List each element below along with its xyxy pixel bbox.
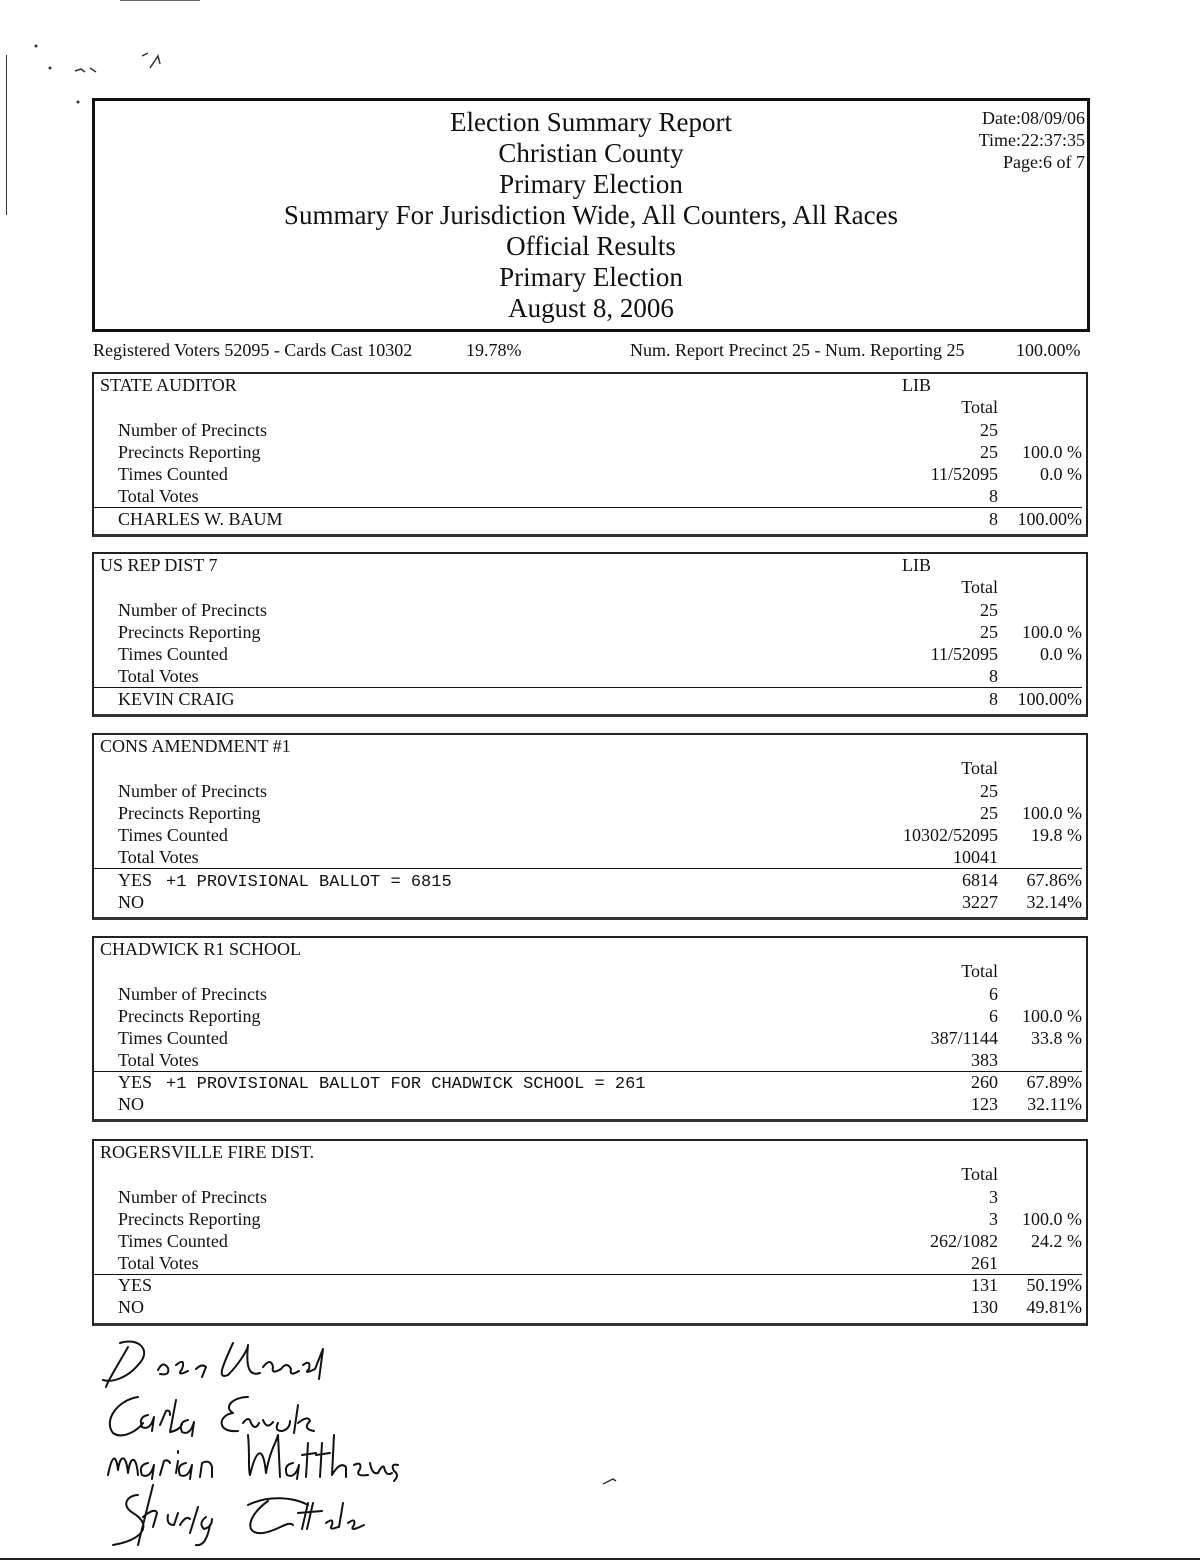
- choice-label: YES: [118, 1072, 153, 1092]
- turnout-percent: 19.78%: [466, 340, 522, 360]
- stat-label: Number of Precincts: [118, 600, 267, 620]
- stat-label: Precincts Reporting: [118, 622, 261, 642]
- precincts-reporting-percent: 100.00%: [1016, 340, 1081, 360]
- stat-percent: 19.8 %: [1031, 825, 1082, 845]
- stat-value: 383: [971, 1050, 998, 1070]
- stat-row: [94, 463, 1086, 485]
- stat-label: Total Votes: [118, 1050, 199, 1070]
- summary-scope: Summary For Jurisdiction Wide, All Counters, All Races: [283, 200, 899, 230]
- precincts-reporting-summary: Num. Report Precinct 25 - Num. Reporting 25: [630, 340, 965, 360]
- total-column-header: Total: [961, 758, 998, 778]
- race-name: CONS AMENDMENT #1: [100, 736, 291, 756]
- stat-row: [94, 643, 1086, 665]
- candidate-name: KEVIN CRAIG: [118, 689, 235, 709]
- stat-label: Number of Precincts: [118, 781, 267, 801]
- stat-value: 6: [989, 984, 998, 1004]
- registered-voters: Registered Voters 52095 - Cards Cast 10302: [93, 340, 413, 360]
- candidate-row: [94, 1071, 1086, 1093]
- total-column-header: Total: [961, 961, 998, 981]
- stat-row: [94, 621, 1086, 643]
- stat-percent: 100.0 %: [1022, 1209, 1082, 1229]
- candidate-row: [94, 891, 1086, 913]
- candidate-votes: 260: [971, 1072, 998, 1092]
- candidate-name: NO: [118, 1297, 144, 1317]
- stat-value: 25: [980, 622, 998, 642]
- stat-label: Precincts Reporting: [118, 1006, 261, 1026]
- candidate-votes: 3227: [962, 892, 998, 912]
- scan-bottom-edge: [0, 1558, 1200, 1560]
- stat-percent: 100.0 %: [1022, 803, 1082, 823]
- stat-value: 11/52095: [930, 644, 998, 664]
- candidate-name: YES: [118, 1275, 153, 1295]
- stat-value: 11/52095: [930, 464, 998, 484]
- candidate-name: NO: [118, 1094, 144, 1114]
- election-name: Primary Election: [499, 169, 683, 199]
- scan-top-edge: [120, 0, 200, 1]
- candidate-votes: 123: [971, 1094, 998, 1114]
- stat-value: 25: [980, 442, 998, 462]
- choice-label: YES: [118, 870, 153, 890]
- stat-value: 387/1144: [930, 1028, 998, 1048]
- stat-label: Precincts Reporting: [118, 442, 261, 462]
- stat-label: Total Votes: [118, 486, 199, 506]
- signature-1: [103, 1342, 323, 1387]
- stat-row: [94, 1252, 1086, 1274]
- stat-percent: 100.0 %: [1022, 1006, 1082, 1026]
- report-title: Election Summary Report: [450, 107, 732, 137]
- stat-row: [94, 1027, 1086, 1049]
- stat-percent: 33.8 %: [1031, 1028, 1082, 1048]
- race-name: US REP DIST 7: [100, 555, 218, 575]
- stat-percent: 0.0 %: [1040, 464, 1082, 484]
- candidate-percent: 49.81%: [1026, 1297, 1082, 1317]
- race-rogersville-fire-dist: [92, 1139, 1088, 1326]
- stat-row: [94, 1186, 1086, 1208]
- stat-row: [94, 599, 1086, 621]
- stat-label: Total Votes: [118, 1253, 199, 1273]
- stat-row: [94, 485, 1086, 507]
- stat-row: [94, 1230, 1086, 1252]
- stat-value: 3: [989, 1187, 998, 1207]
- candidate-row: [94, 869, 1086, 891]
- candidate-votes: 131: [971, 1275, 998, 1295]
- stat-value: 25: [980, 420, 998, 440]
- stat-label: Number of Precincts: [118, 420, 267, 440]
- candidate-votes: 6814: [962, 870, 998, 890]
- stat-label: Times Counted: [118, 825, 228, 845]
- stat-label: Times Counted: [118, 1028, 228, 1048]
- county-name: Christian County: [498, 138, 684, 168]
- candidate-row: [94, 1093, 1086, 1115]
- race-cons-amendment-1: [92, 733, 1088, 920]
- candidate-percent: 67.86%: [1026, 870, 1082, 890]
- stat-label: Precincts Reporting: [118, 803, 261, 823]
- signature-2: [110, 1397, 314, 1436]
- stat-label: Total Votes: [118, 666, 199, 686]
- election-name-repeat: Primary Election: [499, 262, 683, 292]
- signature-4: [113, 1485, 364, 1545]
- stat-percent: 100.0 %: [1022, 622, 1082, 642]
- stat-value: 262/1082: [929, 1231, 998, 1251]
- handwritten-note: +1 PROVISIONAL BALLOT = 6815: [166, 873, 452, 892]
- stat-label: Number of Precincts: [118, 1187, 267, 1207]
- stat-label: Times Counted: [118, 1231, 228, 1251]
- race-chadwick-r1-school: [92, 936, 1088, 1122]
- stat-value: 10302/52095: [902, 825, 998, 845]
- stat-row: [94, 1005, 1086, 1027]
- stat-row: [94, 802, 1086, 824]
- page-number: Page:6 of 7: [1003, 152, 1085, 172]
- party-label: LIB: [902, 375, 931, 395]
- candidate-name: CHARLES W. BAUM: [118, 509, 283, 529]
- results-status: Official Results: [506, 231, 676, 261]
- stat-value: 6: [989, 1006, 998, 1026]
- election-date: August 8, 2006: [508, 293, 674, 323]
- signature-3: [108, 1435, 398, 1481]
- stat-value: 8: [989, 666, 998, 686]
- candidate-percent: 67.89%: [1026, 1072, 1082, 1092]
- stat-label: Total Votes: [118, 847, 199, 867]
- stat-value: 3: [989, 1209, 998, 1229]
- candidate-votes: 8: [989, 509, 998, 529]
- stat-percent: 24.2 %: [1031, 1231, 1082, 1251]
- handwritten-note: +1 PROVISIONAL BALLOT FOR CHADWICK SCHOOL = 261: [166, 1075, 646, 1094]
- race-name: ROGERSVILLE FIRE DIST.: [100, 1142, 315, 1162]
- stat-row: [94, 846, 1086, 868]
- stat-value: 8: [989, 486, 998, 506]
- total-column-header: Total: [961, 1164, 998, 1184]
- report-date: Date:08/09/06: [982, 108, 1085, 128]
- candidate-percent: 50.19%: [1026, 1275, 1082, 1295]
- candidate-percent: 100.00%: [1017, 509, 1082, 529]
- candidate-votes: 8: [989, 689, 998, 709]
- stat-label: Number of Precincts: [118, 984, 267, 1004]
- total-column-header: Total: [961, 397, 998, 417]
- candidate-percent: 100.00%: [1017, 689, 1082, 709]
- stat-value: 25: [980, 600, 998, 620]
- report-header: [92, 98, 1090, 332]
- stat-row: [94, 824, 1086, 846]
- stat-row: [94, 1049, 1086, 1071]
- candidate-row: [94, 1274, 1086, 1296]
- stat-percent: 0.0 %: [1040, 644, 1082, 664]
- party-label: LIB: [902, 555, 931, 575]
- candidate-row: [94, 508, 1086, 530]
- candidate-name: NO: [118, 892, 144, 912]
- stat-value: 25: [980, 803, 998, 823]
- scan-speck-bottom: [600, 1475, 620, 1487]
- stat-row: [94, 1208, 1086, 1230]
- race-state-auditor: [92, 372, 1088, 537]
- candidate-percent: 32.14%: [1026, 892, 1082, 912]
- report-time: Time:22:37:35: [978, 130, 1085, 150]
- candidate-row: [94, 1296, 1086, 1318]
- stat-row: [94, 665, 1086, 687]
- race-name: STATE AUDITOR: [100, 375, 237, 395]
- candidate-percent: 32.11%: [1027, 1094, 1082, 1114]
- signatures-block: [98, 1335, 498, 1550]
- stat-percent: 100.0 %: [1022, 442, 1082, 462]
- stat-value: 261: [971, 1253, 998, 1273]
- stat-row: [94, 441, 1086, 463]
- stat-row: [94, 419, 1086, 441]
- candidate-row: [94, 688, 1086, 710]
- stat-value: 25: [980, 781, 998, 801]
- stat-label: Times Counted: [118, 644, 228, 664]
- scan-left-edge: [6, 55, 7, 215]
- stat-value: 10041: [953, 847, 998, 867]
- candidate-votes: 130: [971, 1297, 998, 1317]
- stat-label: Precincts Reporting: [118, 1209, 261, 1229]
- total-column-header: Total: [961, 577, 998, 597]
- stat-label: Times Counted: [118, 464, 228, 484]
- race-us-rep-dist-7: [92, 552, 1088, 717]
- stat-row: [94, 780, 1086, 802]
- race-name: CHADWICK R1 SCHOOL: [100, 939, 302, 959]
- stat-row: [94, 983, 1086, 1005]
